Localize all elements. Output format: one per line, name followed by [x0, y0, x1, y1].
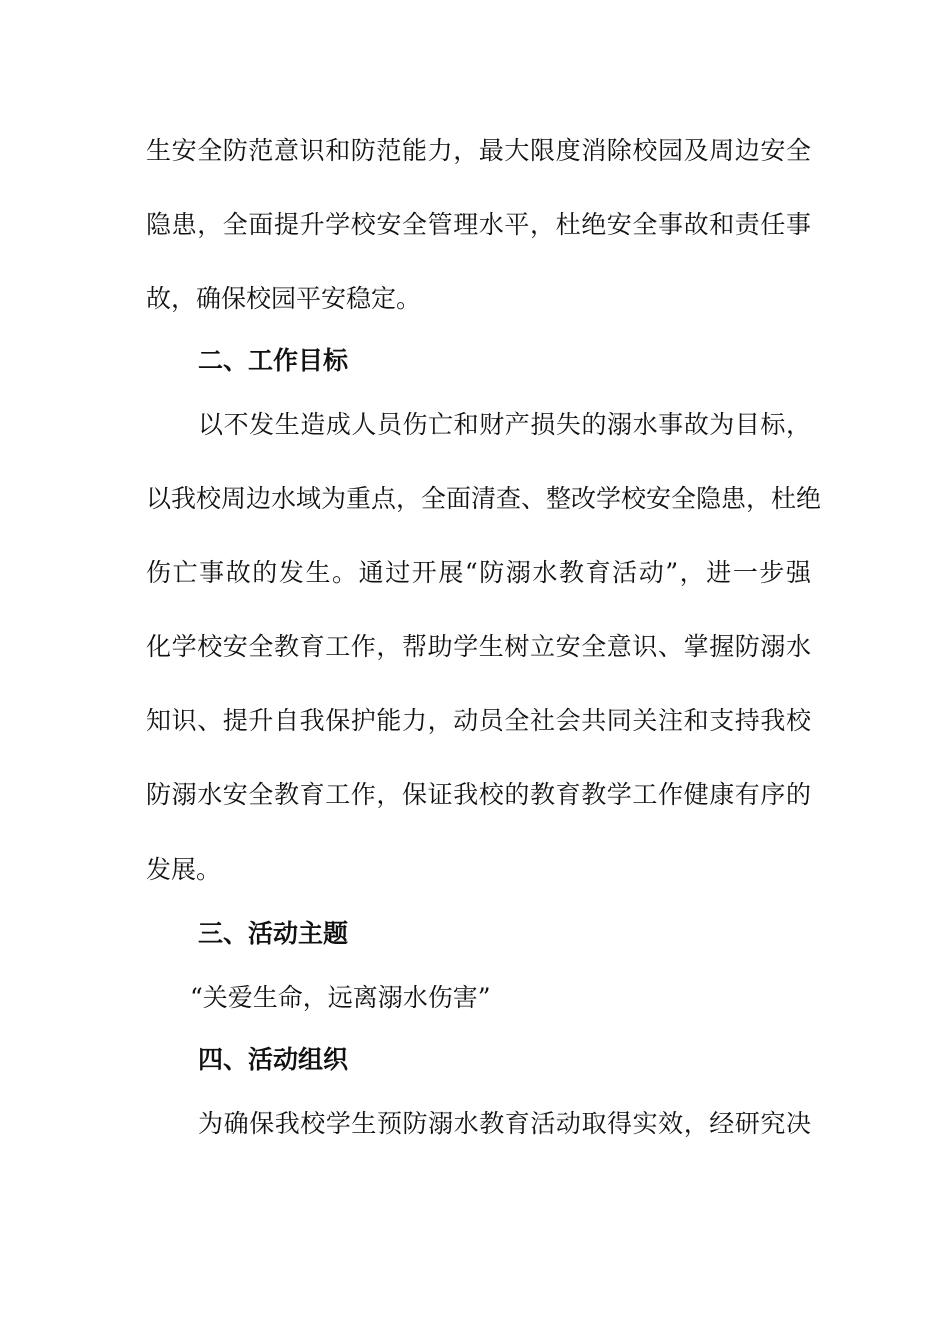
paragraph-line: 知识、提升自我保护能力，动员全社会共同关注和支持我校 — [146, 706, 811, 735]
section-heading-activity-organization: 四、活动组织 — [198, 1045, 349, 1074]
activity-theme-text: “关爱生命，远离溺水伤害” — [190, 983, 491, 1012]
paragraph-line: 为确保我校学生预防溺水教育活动取得实效，经研究决 — [198, 1109, 811, 1138]
paragraph-line: 防溺水安全教育工作，保证我校的教育教学工作健康有序的 — [146, 780, 811, 809]
paragraph-line: 生安全防范意识和防范能力，最大限度消除校园及周边安全 — [146, 136, 811, 165]
paragraph-line: 故，确保校园平安稳定。 — [146, 284, 422, 313]
paragraph-line: 化学校安全教育工作，帮助学生树立安全意识、掌握防溺水 — [146, 632, 811, 661]
section-heading-work-goals: 二、工作目标 — [198, 346, 349, 375]
paragraph-line: 以不发生造成人员伤亡和财产损失的溺水事故为目标， — [198, 410, 811, 439]
paragraph-line: 隐患，全面提升学校安全管理水平，杜绝安全事故和责任事 — [146, 210, 811, 239]
paragraph-line: 以我校周边水域为重点，全面清查、整改学校安全隐患，杜绝 — [146, 484, 822, 513]
section-heading-activity-theme: 三、活动主题 — [198, 919, 349, 948]
paragraph-line: 发展。 — [146, 855, 222, 884]
paragraph-line: 伤亡事故的发生。通过开展“防溺水教育活动”，进一步强 — [146, 558, 811, 587]
